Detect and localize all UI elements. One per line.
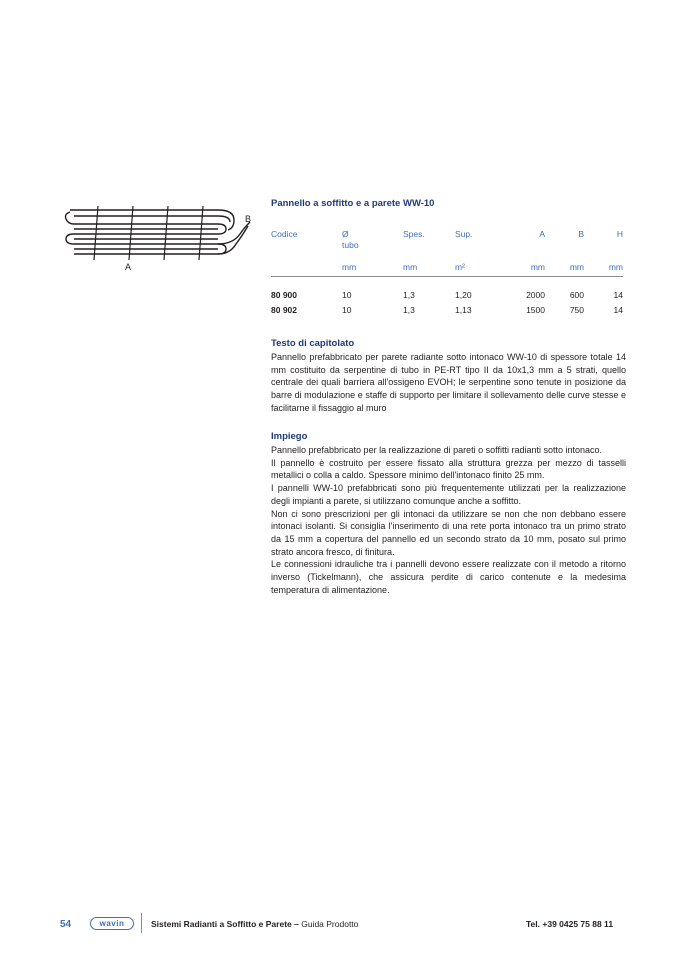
col-header-diameter [342, 229, 359, 251]
row1-diameter: 10 [342, 290, 352, 300]
unit-diameter: mm [342, 262, 357, 272]
col-header-diameter-symbol: Ø [342, 229, 349, 239]
row1-h: 14 [613, 290, 623, 300]
row2-codice: 80 902 [271, 305, 297, 315]
figure-label-b: B [245, 214, 252, 224]
unit-b: mm [569, 262, 584, 272]
page-number: 54 [60, 919, 72, 930]
col-header-b: B [578, 229, 584, 239]
footer-title-regular: Guida Prodotto [298, 919, 359, 929]
row2-h: 14 [613, 305, 623, 315]
unit-h: mm [608, 262, 623, 272]
capitolato-paragraph: Pannello prefabbricato per parete radiante sotto intonaco WW-10 di spessore totale 14 mm costituito da serpentine di tubo in PE-RT tipo II da 10x1,3 mm a 5 strati, quello centrale dei quali barriera all'ossigeno EVOH; le serpentine sono tenute in posizione da barre di modulazione e staffe di supporto per limitare il sollevamento delle curve stesse e facilitarne il fissaggio al muro [271, 352, 626, 413]
unit-sup: m² [455, 262, 465, 272]
impiego-paragraph-3: I pannelli WW-10 prefabbricati sono più frequentemente utilizzati per la realizzazione degli impianti a parete, si utilizzano comunque anche a soffitto. [271, 483, 626, 506]
footer-separator [141, 913, 142, 933]
capitolato-text [271, 351, 626, 415]
row1-sup: 1,20 [455, 290, 472, 300]
row1-b: 600 [569, 290, 584, 300]
wavin-logo: wavin [90, 917, 134, 930]
col-header-diameter-label: tubo [342, 240, 359, 250]
figure-label-a: A [125, 262, 132, 272]
impiego-text [271, 444, 626, 596]
col-header-a: A [539, 229, 545, 239]
impiego-title: Impiego [271, 431, 308, 442]
footer-title-bold: Sistemi Radianti a Soffitto e Parete – [151, 919, 299, 929]
impiego-paragraph-1: Pannello prefabbricato per la realizzazione di pareti o soffitti radianti sotto intonaco. [271, 445, 603, 455]
unit-a: mm [530, 262, 545, 272]
row1-a: 2000 [526, 290, 545, 300]
unit-spes: mm [403, 262, 418, 272]
panel-figure [58, 200, 258, 275]
capitolato-title: Testo di capitolato [271, 338, 355, 349]
footer-phone: Tel. +39 0425 75 88 11 [526, 919, 614, 929]
row2-sup: 1,13 [455, 305, 472, 315]
impiego-paragraph-2: Il pannello è costruito per essere fissato alla struttura grezza per mezzo di tasselli metallici o colla a caldo. Spessore minimo dell'intonaco finito 25 mm. [271, 457, 626, 481]
impiego-paragraph-4: Non ci sono prescrizioni per gli intonaci da utilizzare se non che non debbano essere intonaci isolanti. Si consiglia l'inserimento di una rete porta intonaco tra un primo strato da 15 mm a copertura del pannello ed un secondo strato da 10 mm, posato sul primo strato ancora fresco, di finitura. [271, 508, 626, 557]
serpentine-panel-drawing [58, 200, 258, 275]
row1-spes: 1,3 [403, 290, 415, 300]
row2-b: 750 [569, 305, 584, 315]
row1-codice: 80 900 [271, 290, 297, 300]
row2-diameter: 10 [342, 305, 352, 315]
table-divider [271, 276, 623, 277]
col-header-codice: Codice [271, 229, 298, 239]
col-header-h: H [616, 229, 623, 239]
product-title: Pannello a soffitto e a parete WW-10 [271, 198, 435, 209]
footer-title [151, 919, 358, 929]
col-header-sup: Sup. [455, 229, 473, 239]
impiego-paragraph-5: Le connessioni idrauliche tra i pannelli devono essere realizzate con il metodo a ritorno inverso (Tickelmann), che assicura perdite di carico contenute e la medesima temperatura di alimentazione. [271, 559, 626, 595]
col-header-spes: Spes. [403, 229, 425, 239]
row2-a: 1500 [526, 305, 545, 315]
row2-spes: 1,3 [403, 305, 415, 315]
